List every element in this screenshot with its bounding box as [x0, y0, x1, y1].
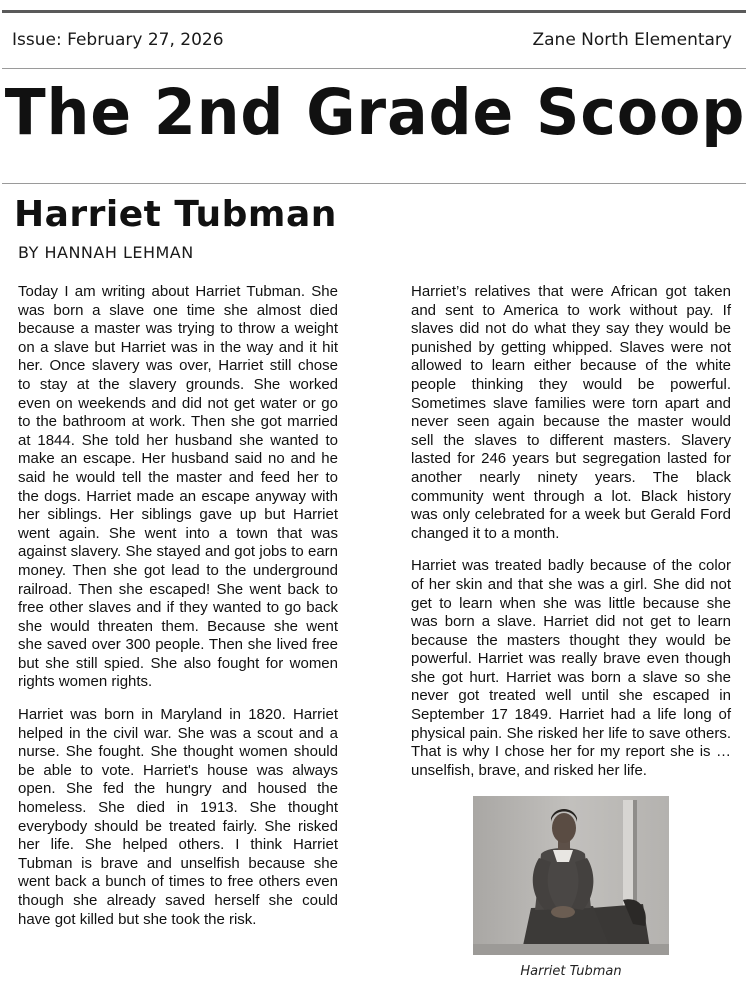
article-paragraph: Harriet was born in Maryland in 1820. Harriet helped in the civil war. She was a scout and a nurse. She fought. She thought women should be able to vote. Harriet's house was always open. She fed the hungry and housed the homeless. She died in 1913. She thought everybody should be treated fairly. She risked her life. She helped others. I think Harriet Tubman is brave and unselfish because she went back a bunch of times to free others even though she already saved herself she could have got killed but she took the risk. — [18, 706, 338, 928]
article-paragraph: Today I am writing about Harriet Tubman. She was born a slave one time she almost died because a master was trying to throw a weight on a slave but Harriet was in the way and it hit her. Once slavery was over, Harriet still chose to stay at the slavery grounds. She worked even on weekends and did not get water or go to the bathroom at work. Then she got married at 1844. She told her husband she wanted to make an escape. Her husband said no and he said he would tell the master and feed her to the dogs. Harriet made an escape anyway with her siblings. Her siblings gave up but Harriet went again. She went into a town that was against slavery. She stayed and got jobs to earn money. Then she got lead to the underground railroad. Then she escaped! She went back to free other slaves and if they wanted to go back she would threaten them. Because she went she saved over 300 people. Then she lived free but she still spied. She also fought for women rights women rights. — [18, 283, 338, 691]
top-border — [2, 10, 746, 13]
portrait-illustration — [473, 796, 669, 955]
article-headline: Harriet Tubman — [14, 194, 337, 235]
article-column-left — [18, 283, 338, 943]
newsletter-title: The 2nd Grade Scoop — [4, 76, 746, 150]
header-divider — [2, 68, 746, 69]
article-paragraph: Harriet was treated badly because of the color of her skin and that she was a girl. She did not get to learn when she was little because she was born a slave. Harriet did not get to learn because the masters thought they would be powerful. Harriet was really brave even though she got hurt. Harriet was born a slave so she never got treated well until she escaped in September 17 1849. Harriet had a life long of physical pain. She risked her life to save others. That is why I chose her for my report she is … unselfish, brave, and risked her life. — [411, 557, 731, 779]
school-name: Zane North Elementary — [532, 30, 732, 50]
article-byline: BY HANNAH LEHMAN — [18, 243, 194, 262]
article-column-right — [411, 283, 731, 794]
article-paragraph: Harriet’s relatives that were African got taken and sent to America to work without pay. If slaves did not do what they say they would be punished by getting whipped. Slaves were not allowed to learn either because of the white people thinking they would be powerful. Sometimes slave families were torn apart and never seen again because the master would sell the slaves to different masters. Slavery lasted for 246 years but segregation lasted for another nearly ninety years. The black community went through a lot. Black history was only celebrated for a week but Gerald Ford changed it to a month. — [411, 283, 731, 542]
photo-caption: Harriet Tubman — [520, 964, 622, 979]
portrait-photo — [473, 796, 669, 955]
issue-date: Issue: February 27, 2026 — [12, 30, 224, 50]
masthead-divider — [2, 183, 746, 184]
